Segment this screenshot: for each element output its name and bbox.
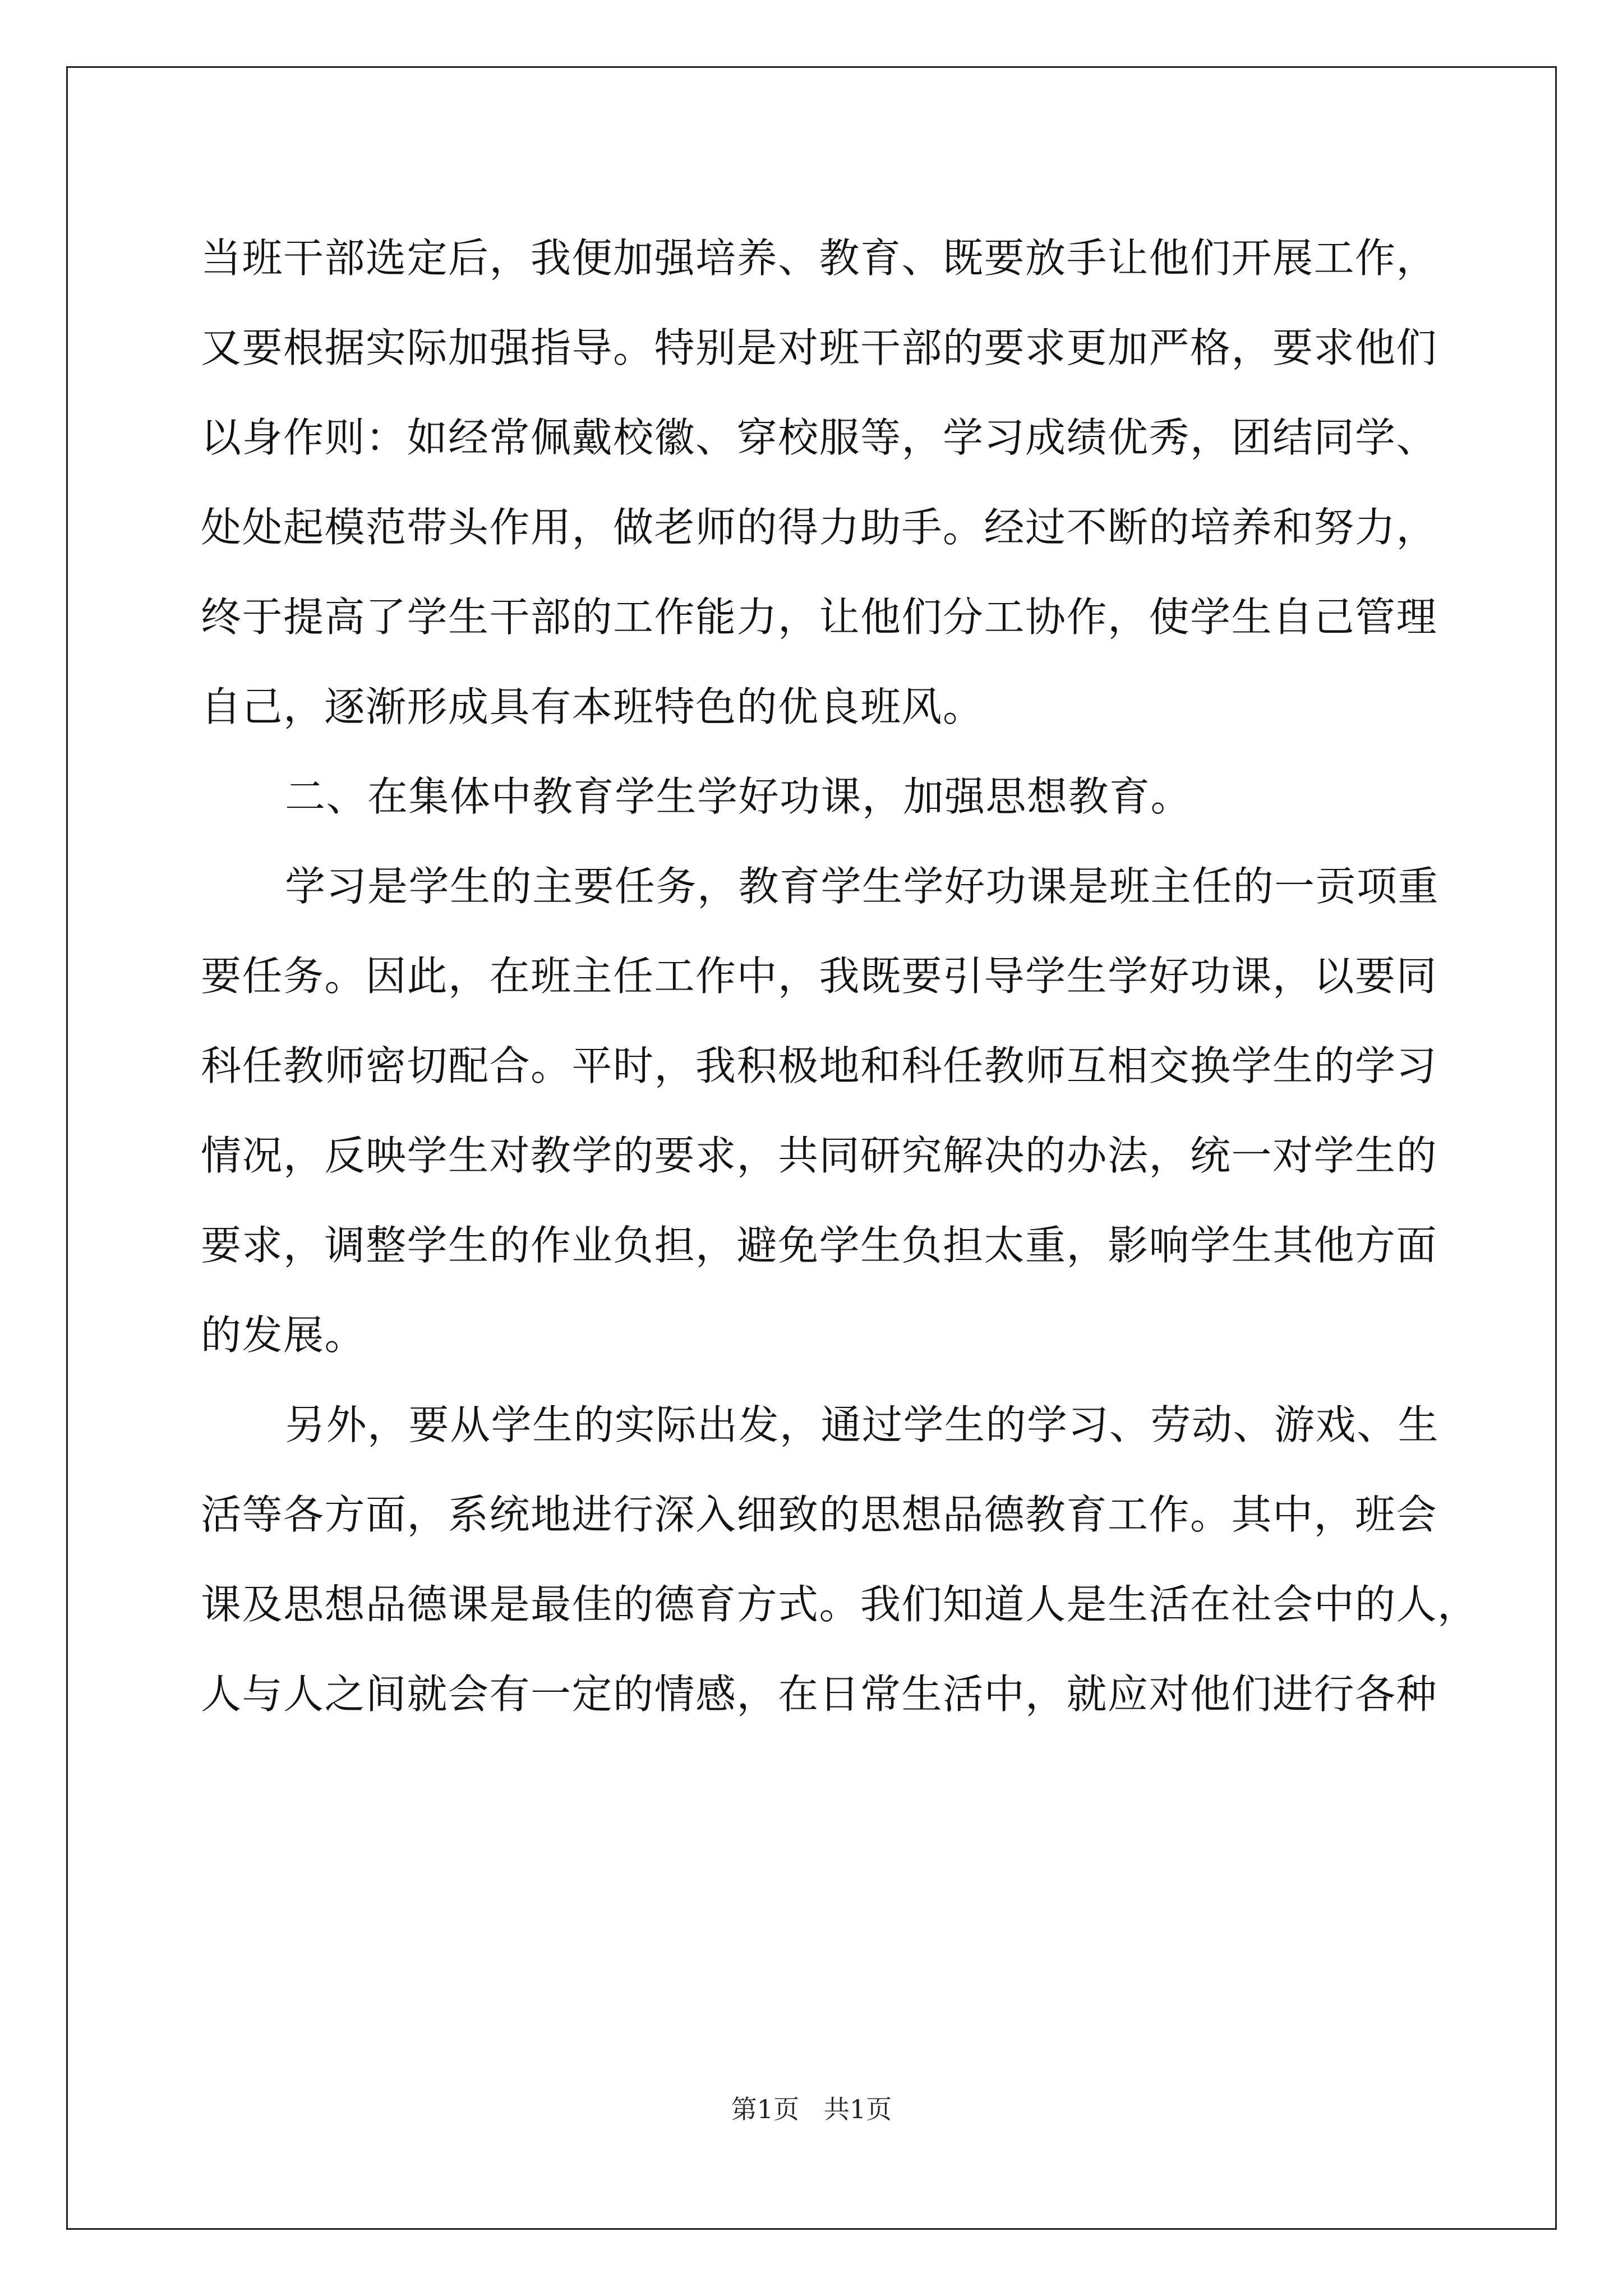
- text-line: 课及思想品德课是最佳的德育方式。我们知道人是生活在社会中的人，: [201, 1581, 1479, 1628]
- text-line: 处处起模范带头作用，做老师的得力助手。经过不断的培养和努力，: [201, 504, 1438, 551]
- text-line: 以身作则：如经常佩戴校徽、穿校服等，学习成绩优秀，团结同学、: [201, 414, 1438, 461]
- text-line: 要求，调整学生的作业负担，避免学生负担太重，影响学生其他方面: [201, 1222, 1438, 1269]
- text-line: 的发展。: [201, 1312, 366, 1359]
- text-line: 情况，反映学生对教学的要求，共同研究解决的办法，统一对学生的: [201, 1132, 1438, 1179]
- page-number-footer: 第1页 共1页: [731, 2094, 892, 2124]
- text-line: 又要根据实际加强指导。特别是对班干部的要求更加严格，要求他们: [201, 324, 1438, 371]
- text-line: 学习是学生的主要任务，教育学生学好功课是班主任的一贡项重: [285, 863, 1440, 910]
- text-line: 另外，要从学生的实际出发，通过学生的学习、劳动、游戏、生: [285, 1401, 1440, 1448]
- text-line: 当班干部选定后，我便加强培养、教育、既要放手让他们开展工作，: [201, 234, 1438, 282]
- text-line: 科任教师密切配合。平时，我积极地和科任教师互相交换学生的学习: [201, 1042, 1438, 1089]
- document-body: [201, 213, 1479, 1739]
- text-line: 人与人之间就会有一定的情感，在日常生活中，就应对他们进行各种: [201, 1671, 1438, 1718]
- text-line: 自己，逐渐形成具有本班特色的优良班风。: [201, 683, 984, 730]
- text-line: 终于提高了学生干部的工作能力，让他们分工协作，使学生自己管理: [201, 593, 1438, 641]
- text-line: 活等各方面，系统地进行深入细致的思想品德教育工作。其中，班会: [201, 1491, 1438, 1538]
- section-heading: 二、在集体中教育学生学好功课，加强思想教育。: [285, 773, 1192, 820]
- text-line: 要任务。因此，在班主任工作中，我既要引导学生学好功课，以要同: [201, 953, 1438, 1000]
